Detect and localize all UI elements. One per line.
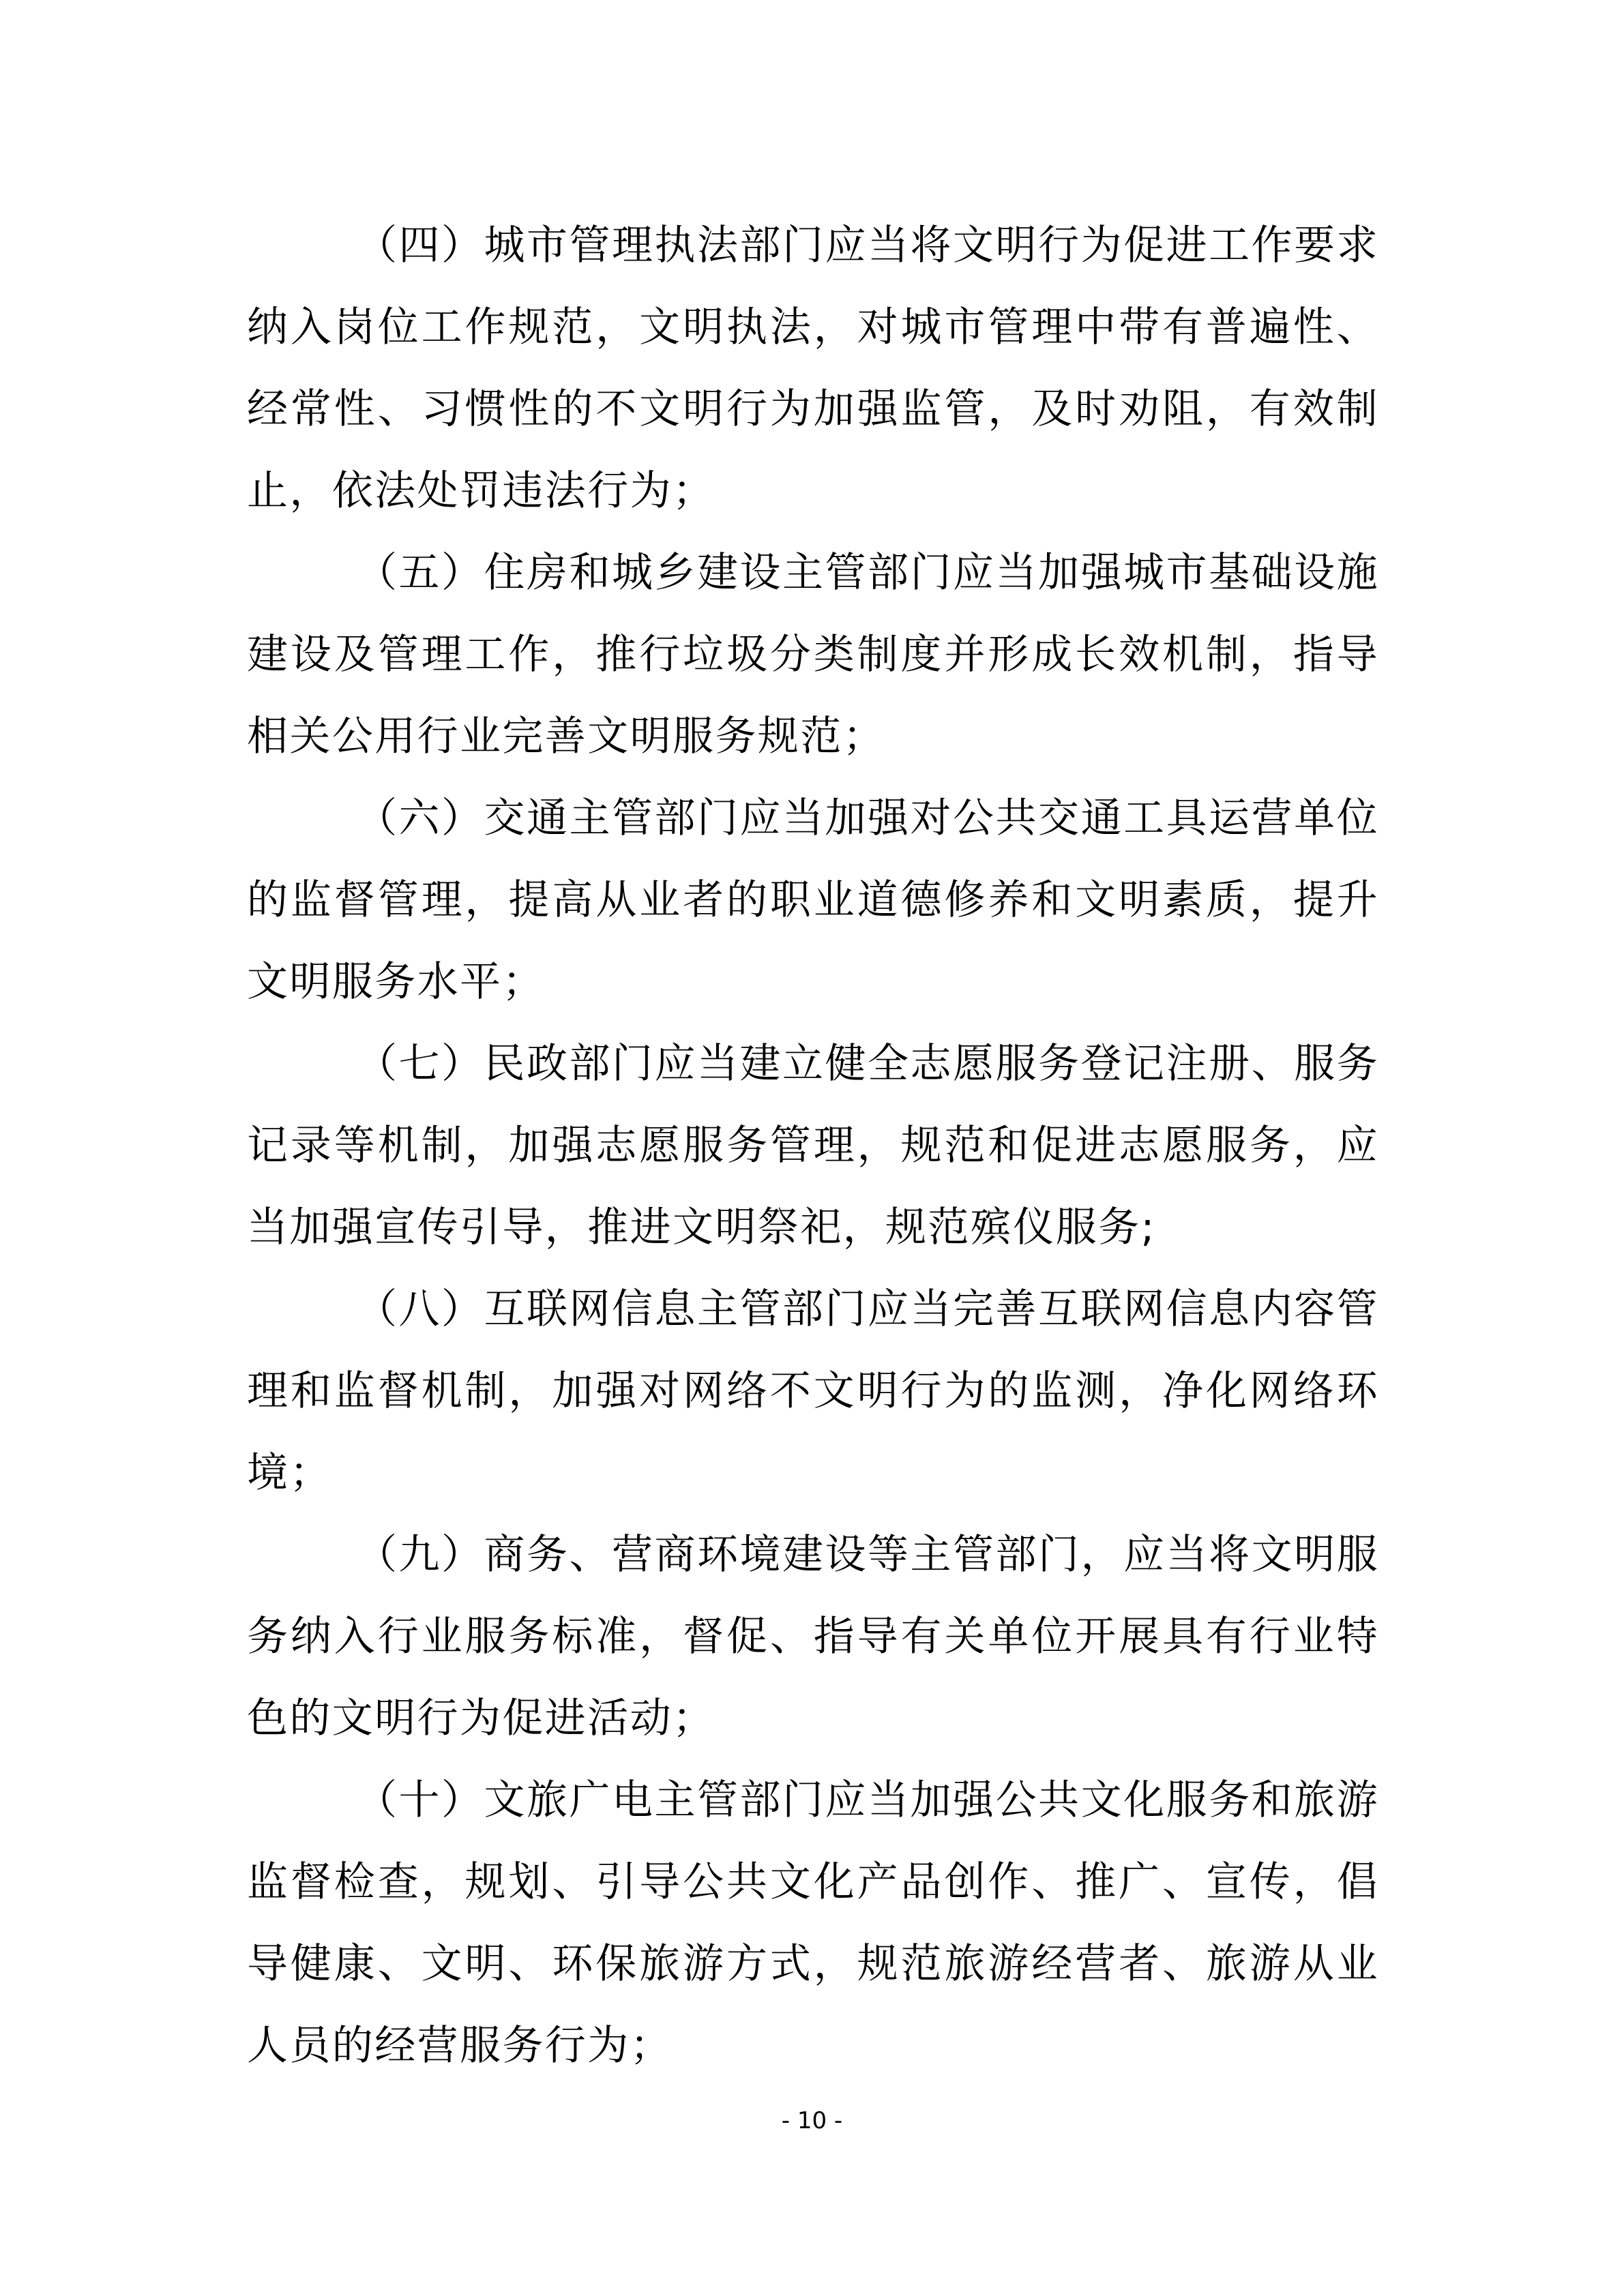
paragraph-item-9: （九）商务、营商环境建设等主管部门，应当将文明服务纳入行业服务标准，督促、指导有关单位开展具有行业特色的文明行为促进活动； <box>247 1531 1379 1742</box>
paragraph-item-4: （四）城市管理执法部门应当将文明行为促进工作要求纳入岗位工作规范，文明执法，对城市管理中带有普遍性、经常性、习惯性的不文明行为加强监管，及时劝阻，有效制止，依法处罚违法行为； <box>247 222 1379 515</box>
paragraph-item-5: （五）住房和城乡建设主管部门应当加强城市基础设施建设及管理工作，推行垃圾分类制度并形成长效机制，指导相关公用行业完善文明服务规范； <box>247 549 1379 760</box>
paragraph-item-10: （十）文旅广电主管部门应当加强公共文化服务和旅游监督检查，规划、引导公共文化产品创作、推广、宣传，倡导健康、文明、环保旅游方式，规范旅游经营者、旅游从业人员的经营服务行为； <box>247 1776 1379 2070</box>
paragraph-item-7: （七）民政部门应当建立健全志愿服务登记注册、服务记录等机制，加强志愿服务管理，规范和促进志愿服务，应当加强宣传引导，推进文明祭祀，规范殡仪服务; <box>247 1040 1379 1251</box>
paragraph-item-6: （六）交通主管部门应当加强对公共交通工具运营单位的监督管理，提高从业者的职业道德修养和文明素质，提升文明服务水平； <box>247 794 1379 1006</box>
page-number: - 10 - <box>781 2107 843 2134</box>
paragraph-item-8: （八）互联网信息主管部门应当完善互联网信息内容管理和监督机制，加强对网络不文明行为的监测，净化网络环境； <box>247 1285 1379 1497</box>
document-body <box>247 205 1379 2087</box>
